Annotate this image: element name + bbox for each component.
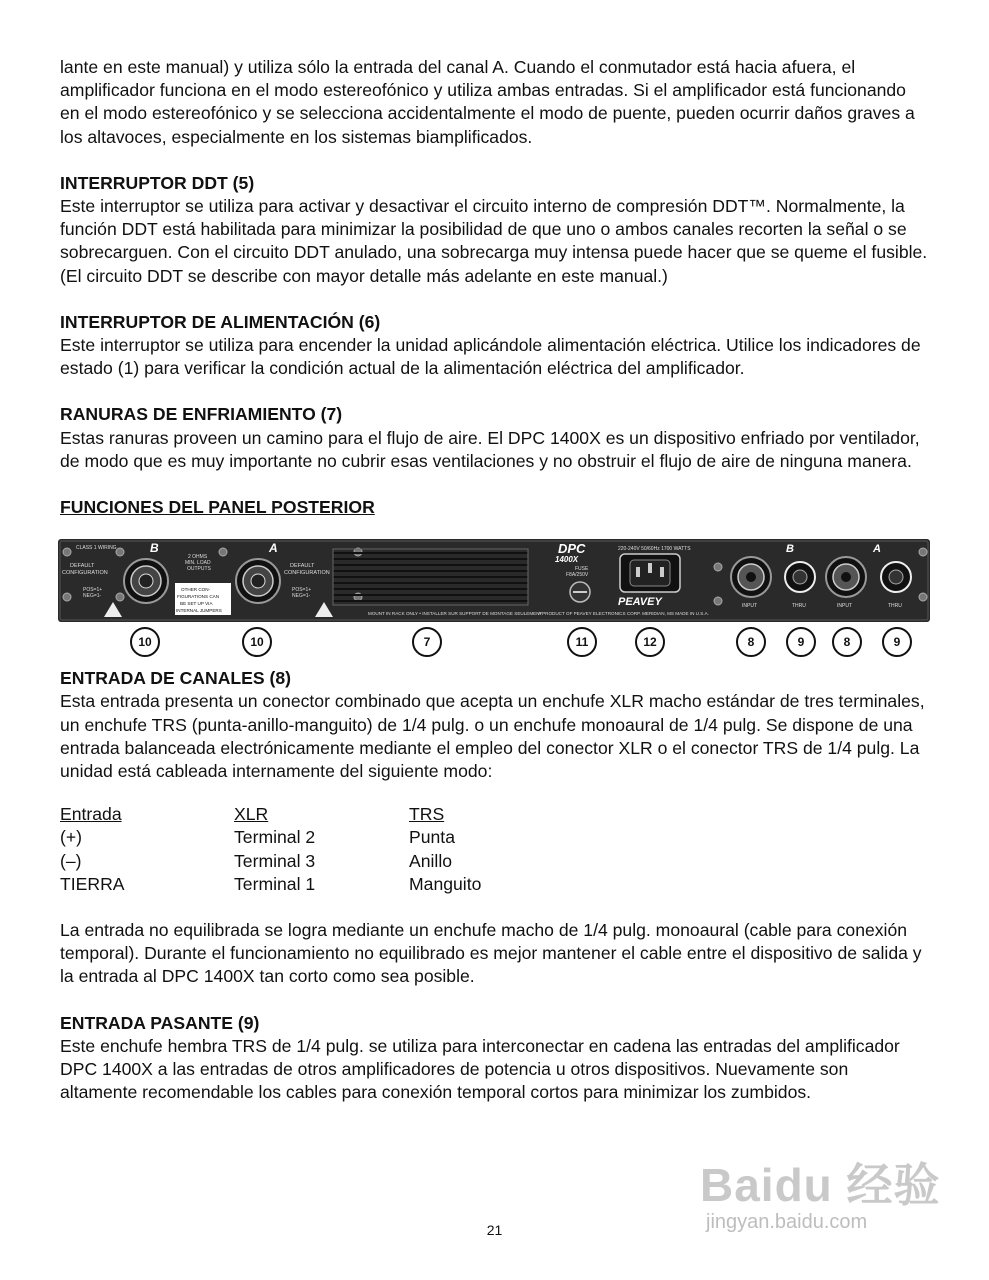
class-wiring-label: CLASS 1 WIRING (76, 545, 117, 552)
channel-a-input-label: A (873, 543, 881, 556)
thru-jack-a[interactable] (881, 562, 911, 592)
iec-power-inlet[interactable] (620, 554, 680, 592)
rear-panel-illustration (58, 539, 930, 622)
manual-page (60, 56, 930, 1105)
callout: 7 (412, 627, 442, 657)
section-body: Este interruptor se utiliza para encender la unidad aplicándole alimentación eléctrica. Utilice los indicadores de estado (1) para verificar la condición actual de la alimentación eléctrica del amplificador. (60, 335, 921, 379)
rear-panel-figure (60, 539, 930, 667)
callout-row (60, 627, 930, 657)
fuse-holder[interactable] (570, 582, 590, 602)
combo-input-b[interactable] (731, 557, 771, 597)
fuse-label: FUSE (575, 566, 589, 573)
section-body: Estas ranuras proveen un camino para el flujo de aire. El DPC 1400X es un dispositivo enfriado por ventilador, de modo que es muy importante no cubrir esas ventilaciones y no obstruir el flujo de aire de ninguna manera. (60, 427, 920, 471)
section-rear-panel (60, 496, 930, 519)
model-label: DPC (558, 541, 586, 557)
callout: 9 (786, 627, 816, 657)
section-heading: INTERRUPTOR DE ALIMENTACIÓN (6) (60, 311, 381, 332)
combo-input-a[interactable] (826, 557, 866, 597)
callout: 11 (567, 627, 597, 657)
table-cell: (+) (60, 827, 82, 848)
input-label-a: INPUT (837, 603, 852, 610)
default-config-label-a-2: CONFIGURATION (284, 570, 330, 577)
intro-paragraph: lante en este manual) y utiliza sólo la entrada del canal A. Cuando el conmutador está hacia afuera, el amplificador funciona en el modo estereofónico y utiliza ambas entradas. Si el amplificador está funcionando en el modo estereofónico y se selecciona accidentalmente el modo de puente, pueden ocurrir daños graves a los altavoces, especialmente en los sistemas biamplificados. (60, 57, 915, 147)
callout: 9 (882, 627, 912, 657)
table-row (60, 850, 481, 873)
table-cell: Manguito (409, 873, 482, 894)
section-heading: INTERRUPTOR DDT (5) (60, 172, 255, 193)
input-label-b: INPUT (742, 603, 757, 610)
table-cell: Anillo (409, 850, 453, 871)
watermark-logo: Baidu 经验 (700, 1159, 941, 1211)
table-cell: Punta (409, 827, 455, 848)
watermark-url: jingyan.baidu.com (706, 1211, 868, 1233)
section-power-switch (60, 311, 930, 381)
thru-jack-b[interactable] (785, 562, 815, 592)
product-note: A PRODUCT OF PEAVEY ELECTRONICS CORP. MERIDIAN, MS MADE IN U.S.A. (538, 611, 709, 617)
mount-note: MOUNT IN RACK ONLY • INSTALLER SUR SUPPORT DE MONTAGE SEULEMENT (368, 611, 543, 617)
callout: 8 (832, 627, 862, 657)
callout: 10 (130, 627, 160, 657)
section-heading: RANURAS DE ENFRIAMIENTO (7) (60, 404, 343, 425)
pos-label-a: POS=1+ (292, 587, 312, 594)
table-header: Entrada (60, 804, 122, 825)
jumper-note-2: FIGURATIONS CAN (177, 594, 220, 600)
section-body: Este interruptor se utiliza para activar y desactivar el circuito interno de compresión DDT™. Normalmente, la función DDT está habilitada para minimizar la posibilidad de que uno o ambos canales recorten la señal o se sobrecarguen. Con el circuito DDT anulado, una sobrecarga muy intensa puede hacer que se queme el fusible. (El circuito DDT se describe con mayor detalle más adelante en este manual.) (60, 196, 928, 286)
power-rating: 220-240V 50/60Hz 1700 WATTS (618, 546, 691, 553)
table-cell: Terminal 3 (234, 850, 316, 871)
section-body: Esta entrada presenta un conector combinado que acepta un enchufe XLR macho estándar de tres terminales, un enchufe TRS (punta-anillo-manguito) de 1/4 pulg. o un enchufe monoaural de 1/4 pulg. Se dispone de una entrada balanceada electrónicamente mediante el empleo del conector XLR o el conector TRS de 1/4 pulg. La unidad está cableada internamente del siguiente modo: (60, 691, 925, 782)
table-cell: Terminal 1 (234, 873, 316, 894)
section-channel-input (60, 667, 930, 783)
table-header: TRS (409, 804, 445, 825)
section-cooling-vents (60, 403, 930, 473)
min-load-label-1: 2 OHMS (188, 554, 208, 561)
pos-label-b: POS=1+ (83, 587, 103, 594)
jumper-note-4: INTERNAL JUMPERS (176, 608, 222, 614)
table-header: XLR (234, 804, 269, 825)
brand-logo: PEAVEY (618, 596, 662, 609)
table-cell: TIERRA (60, 873, 125, 894)
page-number: 21 (486, 1222, 503, 1238)
section-heading: ENTRADA DE CANALES (8) (60, 668, 292, 689)
channel-a-label: A (269, 541, 278, 556)
section-body: Este enchufe hembra TRS de 1/4 pulg. se utiliza para interconectar en cadena las entradas del amplificador DPC 1400X a las entradas de otros amplificadores de potencia u otros dispositivos. Nuevamente son altamente recomendable los cables para conexión temporal cortos para minimizar los zumbidos. (60, 1035, 900, 1103)
callout: 12 (635, 627, 665, 657)
table-header-row (60, 803, 481, 826)
table-cell: (–) (60, 850, 82, 871)
default-config-label-a: DEFAULT (290, 563, 315, 570)
baidu-watermark (700, 1160, 970, 1260)
table-row (60, 826, 481, 849)
neg-label-b: NEG=1- (83, 593, 102, 600)
table-row (60, 873, 481, 896)
channel-b-input-label: B (786, 543, 794, 556)
default-config-label-b: DEFAULT (70, 563, 95, 570)
model-number: 1400X (555, 555, 579, 565)
rear-panel-heading: FUNCIONES DEL PANEL POSTERIOR (60, 497, 375, 518)
default-config-label-b-2: CONFIGURATION (62, 570, 108, 577)
callout: 8 (736, 627, 766, 657)
section-heading: ENTRADA PASANTE (9) (60, 1012, 260, 1033)
min-load-label-3: OUTPUTS (187, 566, 211, 573)
jumper-note-3: BE SET UP VIA (180, 601, 213, 607)
unbalanced-paragraph: La entrada no equilibrada se logra mediante un enchufe macho de 1/4 pulg. monoaural (cable para conexión temporal). Durante el funcionamiento no equilibrado es mejor mantener el cable entre el dispositivo de salida y la entrada al DPC 1400X tan corto como sea posible. (60, 920, 922, 987)
min-load-label-2: MIN. LOAD (185, 560, 211, 567)
callout: 10 (242, 627, 272, 657)
speaker-output-b[interactable] (124, 559, 168, 603)
section-thru-input (60, 1012, 930, 1105)
wiring-table (60, 803, 481, 896)
fuse-rating: F8A/250V (566, 572, 589, 579)
speaker-output-a[interactable] (236, 559, 280, 603)
thru-label-b: THRU (792, 603, 806, 610)
channel-b-label: B (150, 541, 159, 556)
section-ddt-switch (60, 172, 930, 288)
thru-label-a: THRU (888, 603, 902, 610)
table-cell: Terminal 2 (234, 827, 316, 848)
neg-label-a: NEG=1- (292, 593, 311, 600)
jumper-note-1: OTHER CON- (181, 587, 211, 593)
